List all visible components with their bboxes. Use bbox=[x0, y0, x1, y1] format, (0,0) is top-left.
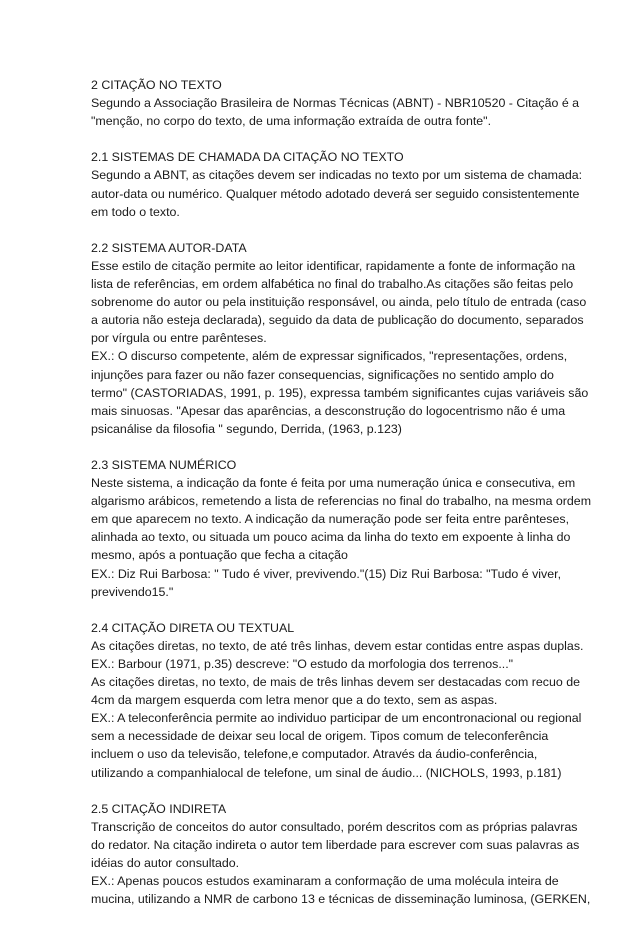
section-citacao-indireta bbox=[91, 800, 591, 909]
section-heading: 2.2 SISTEMA AUTOR-DATA bbox=[91, 240, 247, 255]
paragraph-line: Esse estilo de citação permite ao leitor identificar, rapidamente a fonte de informação na bbox=[91, 258, 576, 273]
example-line: sem a necessidade de deixar seu local de origem. Tipos comum de teleconferência bbox=[91, 729, 549, 744]
example-line: termo" (CASTORIADAS, 1991, p. 195), expressa também significantes cujas variáveis são bbox=[91, 385, 589, 400]
paragraph-line: a autoria não esteja declarada), seguido da data de publicação do documento, separados bbox=[91, 313, 584, 328]
section-heading: 2.4 CITAÇÃO DIRETA OU TEXTUAL bbox=[91, 620, 295, 635]
example-line: EX.: Diz Rui Barbosa: " Tudo é viver, previvendo."(15) Diz Rui Barbosa: "Tudo é viver, bbox=[91, 566, 562, 581]
section-heading: 2.3 SISTEMA NUMÉRICO bbox=[91, 457, 237, 472]
example-line: utilizando a companhialocal de telefone, um sinal de áudio... (NICHOLS, 1993, p.181) bbox=[91, 765, 562, 780]
paragraph-line: algarismo arábicos, remetendo a lista de referencias no final do trabalho, na mesma ordem bbox=[91, 494, 592, 509]
example-line: EX.: Apenas poucos estudos examinaram a conformação de uma molécula inteira de bbox=[91, 874, 559, 889]
paragraph-line: alinhada ao texto, ou situada um pouco acima da linha do texto em expoente à linha do bbox=[91, 530, 571, 545]
paragraph-line: mesmo, após a pontuação que fecha a citação bbox=[91, 548, 348, 563]
paragraph-line: As citações diretas, no texto, de até três linhas, devem estar contidas entre aspas duplas. bbox=[91, 638, 584, 653]
example-line: injunções para fazer ou não fazer consequencias, significações no sentido amplo do bbox=[91, 367, 554, 382]
example-line: mucina, utilizando a NMR de carbono 13 e técnicas de disseminação luminosa, (GERKEN, bbox=[91, 892, 591, 907]
section-heading: 2.5 CITAÇÃO INDIRETA bbox=[91, 801, 227, 816]
example-line: EX.: Barbour (1971, p.35) descreve: "O estudo da morfologia dos terrenos..." bbox=[91, 657, 514, 671]
paragraph-line: Neste sistema, a indicação da fonte é feita por uma numeração única e consecutiva, em bbox=[91, 476, 576, 491]
document-body bbox=[91, 76, 592, 926]
example-line: previvendo15." bbox=[91, 584, 174, 599]
example-line: EX.: A teleconferência permite ao individuo participar de um encontronacional ou regional bbox=[91, 711, 582, 726]
section-heading: 2 CITAÇÃO NO TEXTO bbox=[91, 78, 222, 92]
paragraph-line: em todo o texto. bbox=[91, 204, 180, 219]
paragraph-line: Transcrição de conceitos do autor consultado, porém descritos com as próprias palavras bbox=[91, 819, 578, 834]
section-sistemas-de-chamada bbox=[91, 148, 583, 220]
example-line: psicanálise da filosofia " segundo, Derrida, (1963, p.123) bbox=[91, 421, 402, 436]
section-citacao-direta bbox=[91, 619, 584, 782]
paragraph-line: por vírgula ou entre parênteses. bbox=[91, 331, 267, 346]
paragraph-line: As citações diretas, no texto, de mais de três linhas devem ser destacadas com recuo de bbox=[91, 675, 580, 690]
paragraph-line: autor-data ou numérico. Qualquer método adotado deverá ser seguido consistentemente bbox=[91, 186, 580, 201]
paragraph-line: em que aparecem no texto. A indicação da numeração pode ser feita entre parênteses, bbox=[91, 512, 570, 527]
paragraph-line: "menção, no corpo do texto, de uma informação extraída de outra fonte". bbox=[91, 114, 492, 129]
paragraph-line: idéias do autor consultado. bbox=[91, 856, 240, 871]
section-heading: 2.1 SISTEMAS DE CHAMADA DA CITAÇÃO NO TEXTO bbox=[91, 150, 404, 165]
example-line: mais sinuosas. "Apesar das aparências, a desconstrução do logocentrismo não é uma bbox=[91, 403, 566, 418]
example-line: incluem o uso da televisão, telefone,e computador. Através da áudio-conferência, bbox=[91, 747, 538, 762]
example-line: EX.: O discurso competente, além de expressar significados, "representações, ordens, bbox=[91, 349, 568, 364]
paragraph-line: 4cm da margem esquerda com letra menor que a do texto, sem as aspas. bbox=[91, 693, 498, 708]
section-citacao-no-texto bbox=[91, 76, 580, 130]
paragraph-line: Segundo a Associação Brasileira de Normas Técnicas (ABNT) - NBR10520 - Citação é a bbox=[91, 96, 580, 111]
section-sistema-autor-data bbox=[91, 239, 589, 438]
paragraph-line: Segundo a ABNT, as citações devem ser indicadas no texto por um sistema de chamada: bbox=[91, 168, 583, 183]
paragraph-line: sobrenome do autor ou pela instituição responsável, ou ainda, pelo título de entrada (caso bbox=[91, 295, 587, 310]
paragraph-line: lista de referências, em ordem alfabética no final do trabalho.As citações são feitas pelo bbox=[91, 277, 574, 292]
section-sistema-numerico bbox=[91, 456, 592, 601]
paragraph-line: do redator. Na citação indireta o autor tem liberdade para escrever com suas palavras as bbox=[91, 837, 580, 852]
